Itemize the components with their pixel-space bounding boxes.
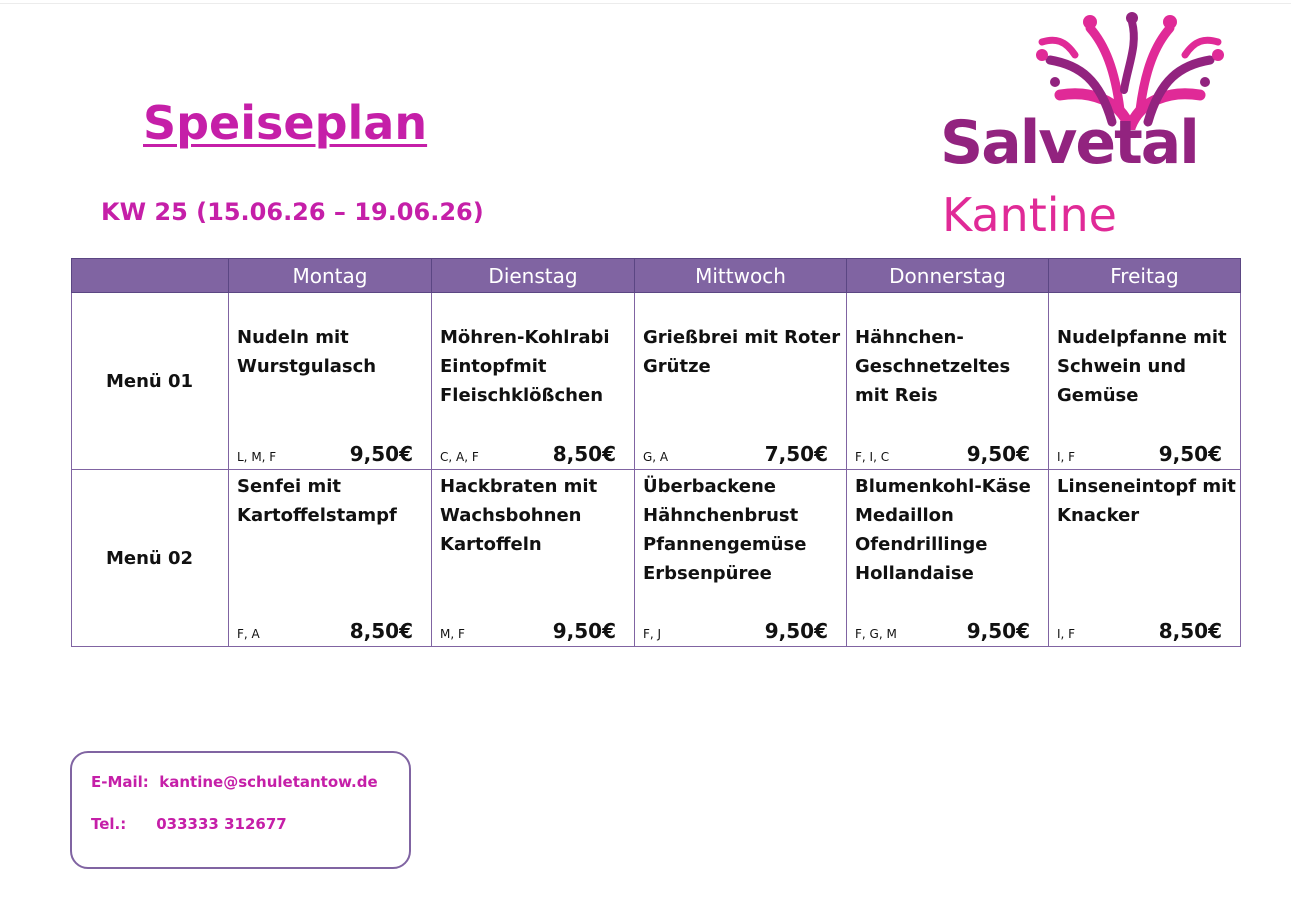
- dish-name: Senfei mit Kartoffelstampf: [237, 476, 397, 526]
- menu-cell: [847, 470, 1049, 647]
- dish-name: Hackbraten mit Wachsbohnen Kartoffeln: [440, 476, 598, 555]
- logo-subtitle: Kantine: [942, 188, 1117, 242]
- dish-name: Nudelpfanne mit Schwein und Gemüse: [1057, 327, 1227, 406]
- allergen-codes: C, A, F: [440, 450, 479, 464]
- email-address[interactable]: kantine@schuletantow.de: [159, 773, 378, 791]
- header-day: Freitag: [1049, 259, 1241, 293]
- price: 8,50€: [552, 442, 616, 466]
- menu-cell: [229, 470, 432, 647]
- menu-cell: [635, 470, 847, 647]
- menu-cell: [229, 293, 432, 470]
- allergen-codes: F, A: [237, 627, 260, 641]
- allergen-codes: F, I, C: [855, 450, 890, 464]
- price: 8,50€: [349, 619, 413, 643]
- row-label: Menü 01: [72, 293, 229, 470]
- dish-name: Linseneintopf mit Knacker: [1057, 476, 1236, 526]
- table-row: [72, 470, 1241, 647]
- allergen-codes: L, M, F: [237, 450, 277, 464]
- menu-cell: [1049, 470, 1241, 647]
- header-day: Montag: [229, 259, 432, 293]
- allergen-codes: M, F: [440, 627, 465, 641]
- dish-name: Blumenkohl-Käse Medaillon Ofendrillinge Hollandaise: [855, 476, 1031, 584]
- header-corner: [72, 259, 229, 293]
- price: 9,50€: [966, 442, 1030, 466]
- allergen-codes: G, A: [643, 450, 669, 464]
- dish-name: Nudeln mit Wurstgulasch: [237, 327, 377, 377]
- logo: [930, 10, 1250, 250]
- menu-cell: [847, 293, 1049, 470]
- page-title: Speiseplan: [143, 96, 428, 150]
- allergen-codes: F, G, M: [855, 627, 897, 641]
- contact-box: [70, 751, 411, 869]
- price: 9,50€: [764, 619, 828, 643]
- allergen-codes: I, F: [1057, 450, 1076, 464]
- dish-name: Grießbrei mit Roter Grütze: [643, 327, 841, 377]
- table-row: [72, 293, 1241, 470]
- header-day: Dienstag: [432, 259, 635, 293]
- menu-cell: [432, 470, 635, 647]
- price: 9,50€: [966, 619, 1030, 643]
- phone-number[interactable]: 033333 312677: [156, 815, 287, 833]
- week-range: KW 25 (15.06.26 – 19.06.26): [101, 198, 484, 226]
- allergen-codes: F, J: [643, 627, 662, 641]
- menu-cell: [432, 293, 635, 470]
- row-label: Menü 02: [72, 470, 229, 647]
- header-day: Mittwoch: [635, 259, 847, 293]
- phone-label: Tel.:: [91, 815, 127, 833]
- dish-name: Überbackene Hähnchenbrust Pfannengemüse Erbsenpüree: [643, 476, 807, 584]
- price: 7,50€: [764, 442, 828, 466]
- price: 9,50€: [552, 619, 616, 643]
- contact-email-line: [91, 773, 378, 791]
- dish-name: Möhren-Kohlrabi Eintopfmit Fleischklößchen: [440, 327, 610, 406]
- header-day: Donnerstag: [847, 259, 1049, 293]
- allergen-codes: I, F: [1057, 627, 1076, 641]
- price: 9,50€: [1158, 442, 1222, 466]
- dish-name: Hähnchen-Geschnetzeltes mit Reis: [855, 327, 1011, 406]
- menu-cell: [635, 293, 847, 470]
- price: 9,50€: [349, 442, 413, 466]
- price: 8,50€: [1158, 619, 1222, 643]
- menu-cell: [1049, 293, 1241, 470]
- logo-wordmark: Salvetal: [940, 108, 1198, 178]
- email-label: E-Mail:: [91, 773, 149, 791]
- table-header-row: [72, 259, 1241, 293]
- top-rule: [0, 3, 1291, 4]
- contact-phone-line: [91, 815, 287, 833]
- menu-table: [71, 258, 1241, 647]
